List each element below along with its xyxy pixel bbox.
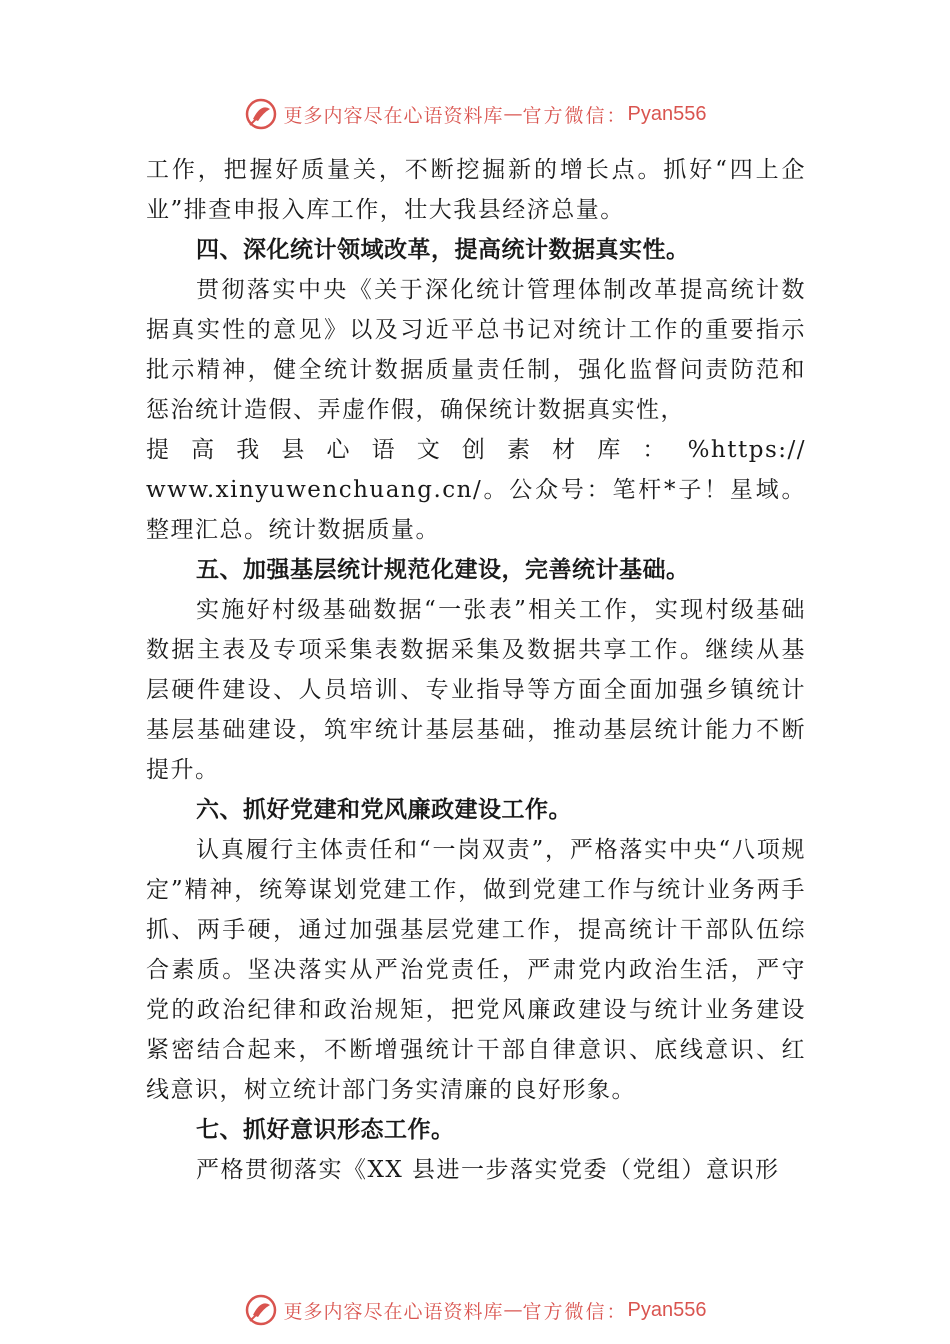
paragraph-section-6: 认真履行主体责任和“一岗双责”，严格落实中央“八项规定”精神，统筹谋划党建工作，做到党建工作与统计业务两手抓、两手硬，通过加强基层党建工作，提高统计干部队伍综合素质。坚决落实从严治党责任，严肃党内政治生活，严守党的政治纪律和政治规矩，把党风廉政建设与统计业务建设紧密结合起来，不断增强统计干部自律意识、底线意识、红线意识，树立统计部门务实清廉的良好形象。: [146, 837, 806, 1103]
watermark-main-text: 更多内容尽在心语资料库: [283, 104, 504, 127]
paragraph-section-7: 严格贯彻落实《XX 县进一步落实党委（党组）意识形: [196, 1157, 780, 1183]
watermark-logo-icon: [244, 1293, 278, 1327]
watermark-sub-text: 官方微信：: [522, 1300, 628, 1323]
watermark-separator: —: [503, 103, 523, 125]
paragraph-continued: 工作，把握好质量关，不断挖掘新的增长点。抓好“四上企业”排查申报入库工作，壮大我县经济总量。: [146, 157, 806, 223]
watermark-logo-icon: [244, 97, 278, 131]
watermark-main-text: 更多内容尽在心语资料库: [283, 1300, 504, 1323]
watermark-sub-text: 官方微信：: [522, 104, 628, 127]
watermark-wechat-id: Pyan556: [627, 102, 707, 125]
paragraph-section-4b: 提高我县心语文创素材库：%https://: [146, 437, 806, 463]
paragraph-section-5: 实施好村级基础数据“一张表”相关工作，实现村级基础数据主表及专项采集表数据采集及数据共享工作。继续从基层硬件建设、人员培训、专业指导等方面全面加强乡镇统计基层基础建设，筑牢统计基层基础，推动基层统计能力不断提升。: [146, 597, 806, 783]
section-heading-4: 四、深化统计领域改革，提高统计数据真实性。: [196, 237, 690, 263]
section-heading-7: 七、抓好意识形态工作。: [196, 1117, 455, 1143]
section-heading-5: 五、加强基层统计规范化建设，完善统计基础。: [196, 557, 690, 583]
watermark-wechat-id: Pyan556: [627, 1298, 707, 1321]
paragraph-section-4c: www.xinyuwenchuang.cn/。公众号：笔杆*子！星域。整理汇总。统计数据质量。: [146, 477, 806, 543]
header-watermark: [0, 94, 950, 134]
section-heading-6: 六、抓好党建和党风廉政建设工作。: [196, 797, 572, 823]
document-body: [146, 150, 806, 1190]
watermark-separator: —: [503, 1299, 523, 1321]
paragraph-section-4a: 贯彻落实中央《关于深化统计管理体制改革提高统计数据真实性的意见》以及习近平总书记对统计工作的重要指示批示精神，健全统计数据质量责任制，强化监督问责防范和惩治统计造假、弄虚作假，确保统计数据真实性，: [146, 277, 806, 423]
footer-watermark: [0, 1290, 950, 1330]
